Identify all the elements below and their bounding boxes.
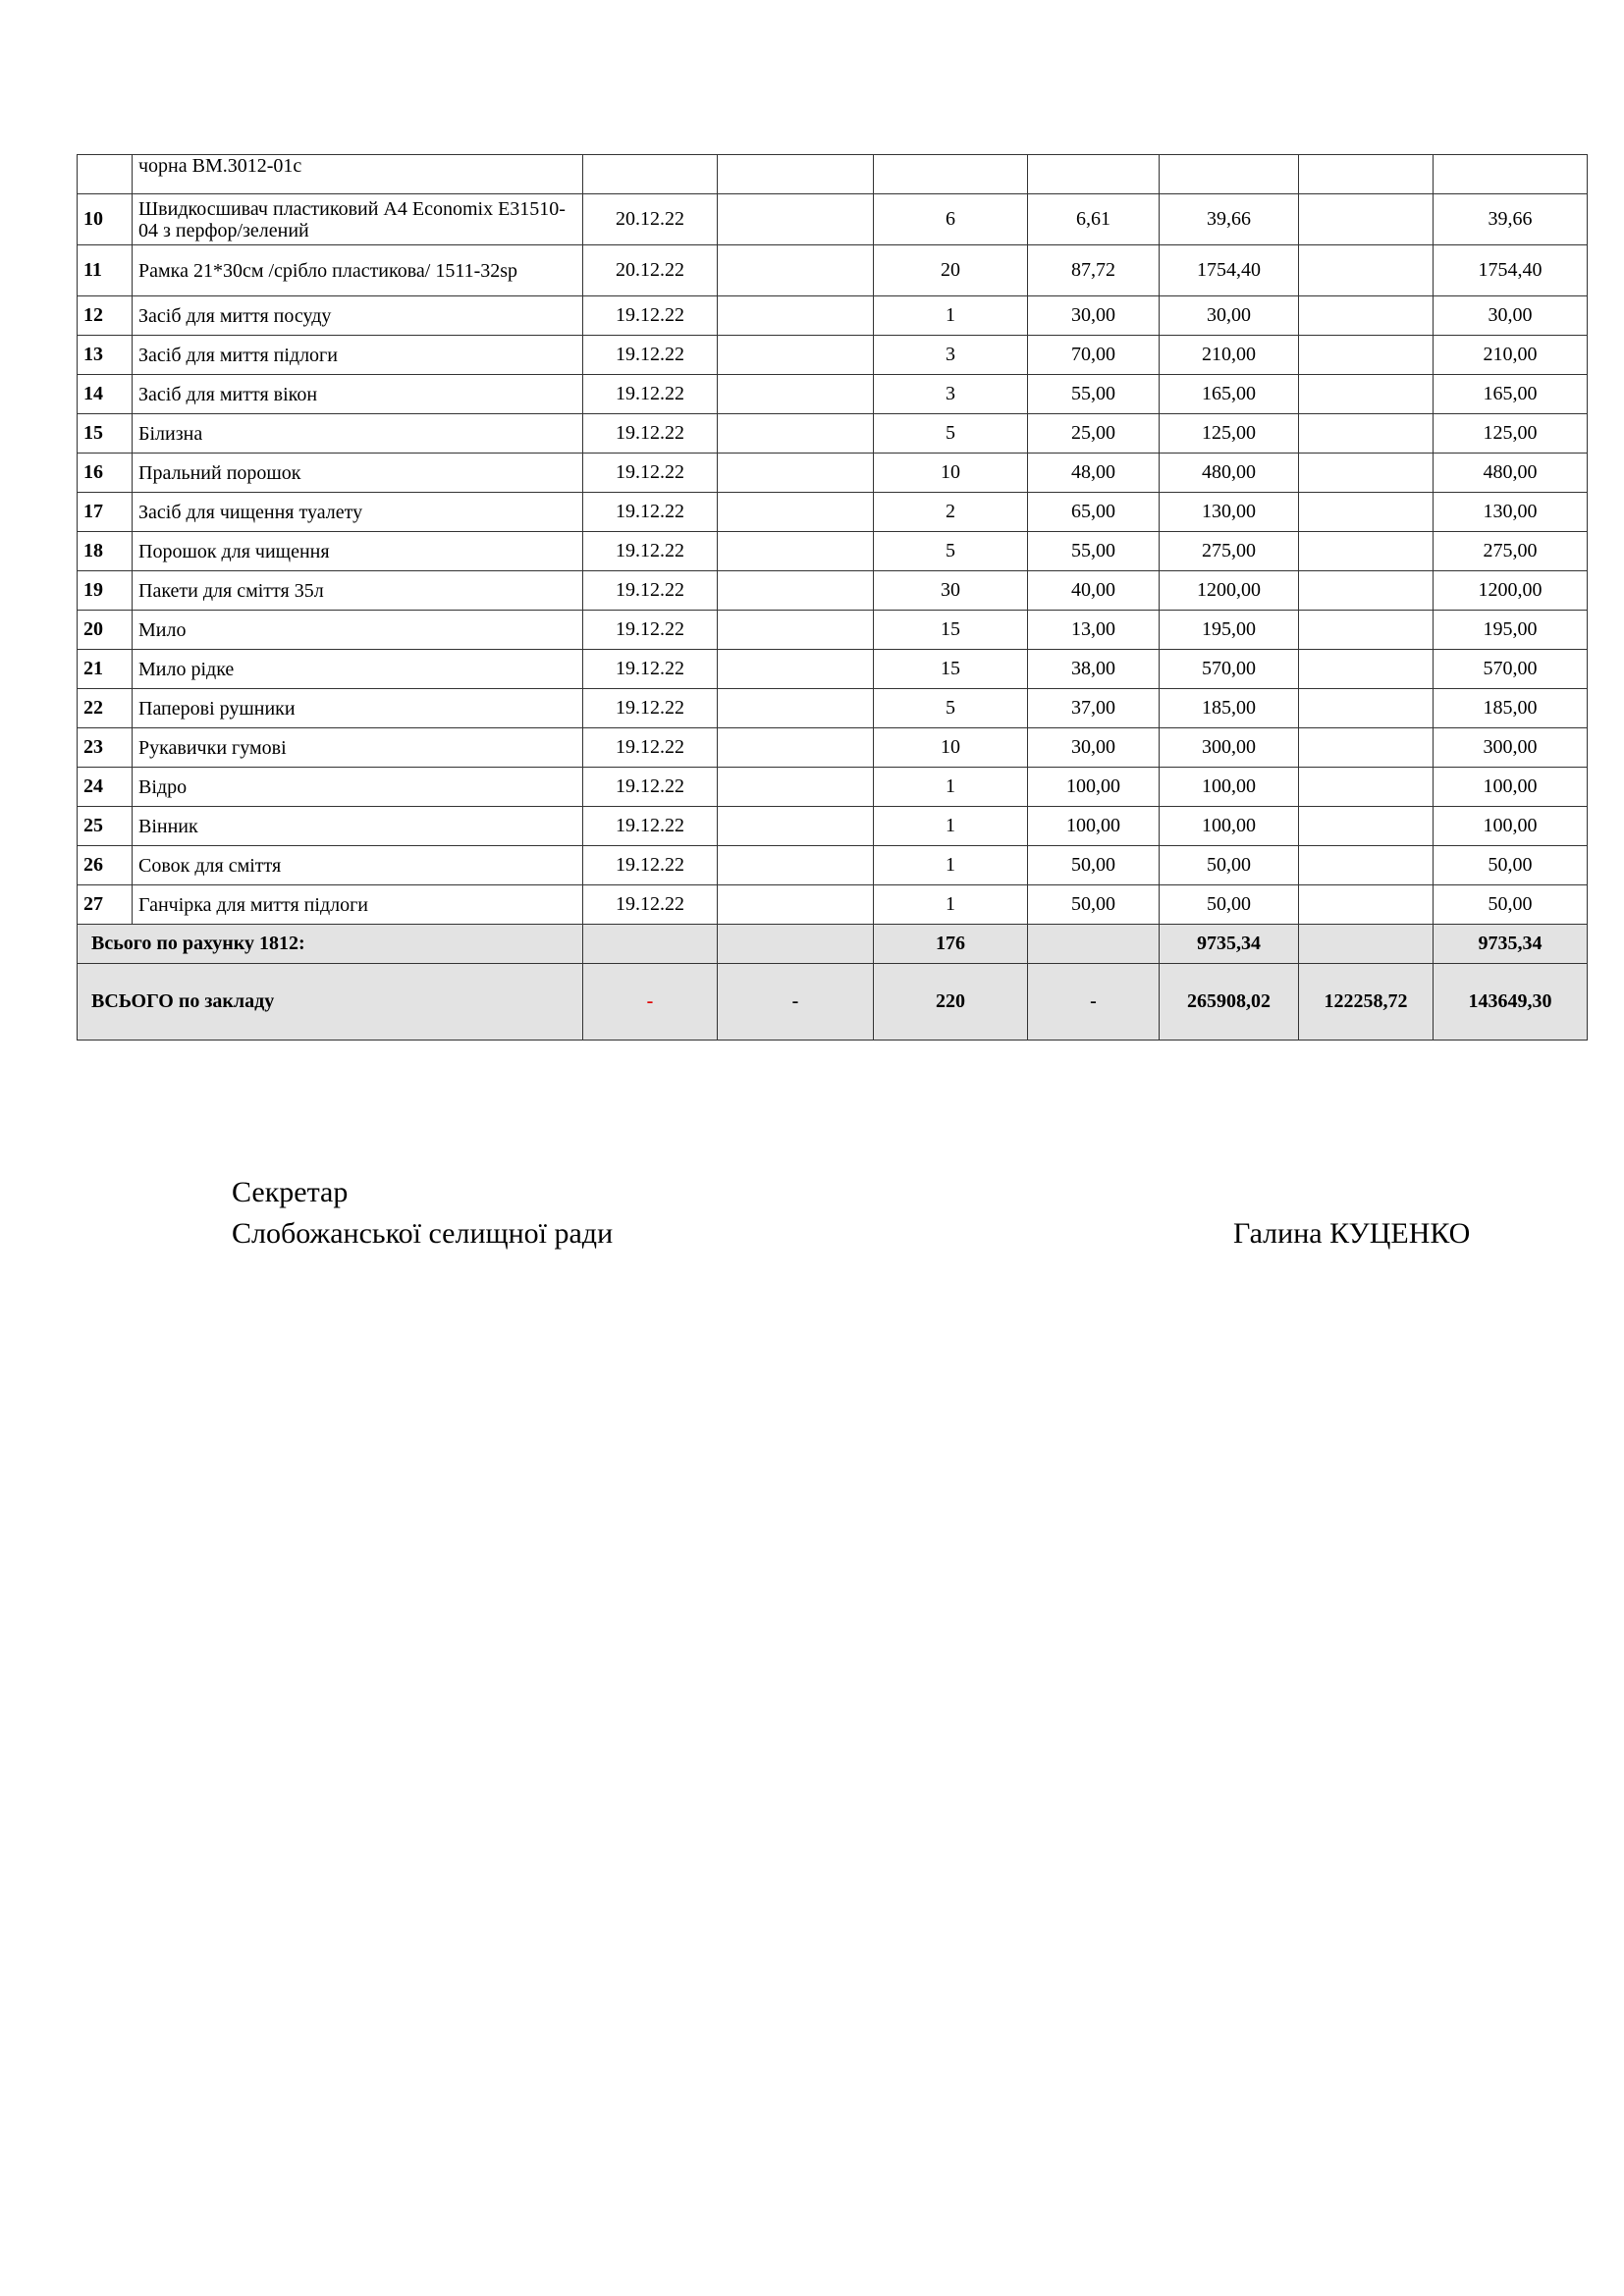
empty-cell [718,846,874,885]
date-cell: 19.12.22 [583,296,718,336]
balance-cell: 130,00 [1434,493,1588,532]
table-row [78,611,1588,650]
price-cell: 40,00 [1028,571,1160,611]
empty-cell [718,650,874,689]
price-cell: - [1028,964,1160,1041]
empty-cell [718,571,874,611]
amount-cell [1299,493,1434,532]
balance-cell: 125,00 [1434,414,1588,454]
table-row [78,532,1588,571]
amount-cell [1299,728,1434,768]
empty-cell [1028,925,1160,964]
date-cell: 19.12.22 [583,650,718,689]
price-cell: 65,00 [1028,493,1160,532]
empty-cell [718,414,874,454]
item-name-cell: Паперові рушники [133,689,583,728]
row-number-cell: 19 [78,571,133,611]
empty-cell [718,532,874,571]
item-name-cell: Засіб для миття посуду [133,296,583,336]
sum-cell: 210,00 [1160,336,1299,375]
price-cell: 37,00 [1028,689,1160,728]
price-cell: 30,00 [1028,728,1160,768]
table-row [78,571,1588,611]
balance-cell: 9735,34 [1434,925,1588,964]
item-name-cell: Мило [133,611,583,650]
empty-cell [718,611,874,650]
amount-cell [1299,375,1434,414]
amount-cell [1299,194,1434,245]
empty-cell [718,454,874,493]
balance-cell: 210,00 [1434,336,1588,375]
amount-cell [1299,245,1434,296]
row-number-cell: 14 [78,375,133,414]
item-name-cell: Засіб для чищення туалету [133,493,583,532]
table-row [78,846,1588,885]
row-number-cell: 15 [78,414,133,454]
empty-cell [718,336,874,375]
table-row [78,336,1588,375]
balance-cell: 195,00 [1434,611,1588,650]
balance-cell: 100,00 [1434,768,1588,807]
table-row [78,650,1588,689]
balance-cell: 570,00 [1434,650,1588,689]
grand-total-label: ВСЬОГО по закладу [78,964,583,1041]
price-cell: 55,00 [1028,532,1160,571]
quantity-cell: 10 [874,454,1028,493]
balance-cell: 50,00 [1434,846,1588,885]
quantity-cell: 1 [874,846,1028,885]
row-number-cell: 18 [78,532,133,571]
item-name-cell: Мило рідке [133,650,583,689]
sum-cell: 125,00 [1160,414,1299,454]
balance-cell: 100,00 [1434,807,1588,846]
price-cell: 6,61 [1028,194,1160,245]
quantity-cell: 1 [874,807,1028,846]
signatory-organization: Слобожанської селищної ради [232,1217,614,1250]
table-row [78,194,1588,245]
price-cell: 13,00 [1028,611,1160,650]
quantity-cell: 3 [874,375,1028,414]
amount-cell: 122258,72 [1299,964,1434,1041]
sum-cell: 275,00 [1160,532,1299,571]
item-name-cell: Швидкосшивач пластиковий А4 Economix Е31510-04 з перфор/зелений [133,194,583,245]
date-cell: 19.12.22 [583,846,718,885]
sum-cell: 50,00 [1160,885,1299,925]
date-cell: 19.12.22 [583,532,718,571]
item-name-cell: Совок для сміття [133,846,583,885]
item-name-cell: Засіб для миття вікон [133,375,583,414]
price-cell: 48,00 [1028,454,1160,493]
price-cell: 55,00 [1028,375,1160,414]
empty-cell [1299,925,1434,964]
row-number-cell: 20 [78,611,133,650]
table-row [78,375,1588,414]
signatory-position: Секретар [232,1176,349,1208]
date-cell: 19.12.22 [583,336,718,375]
quantity-cell: 2 [874,493,1028,532]
row-number-cell: 26 [78,846,133,885]
empty-cell [718,245,874,296]
quantity-cell: 20 [874,245,1028,296]
date-cell: 19.12.22 [583,885,718,925]
sum-cell: 165,00 [1160,375,1299,414]
empty-cell [718,194,874,245]
row-number-cell: 24 [78,768,133,807]
row-number-cell: 25 [78,807,133,846]
quantity-cell: 220 [874,964,1028,1041]
date-cell: 19.12.22 [583,768,718,807]
item-name-cell: Порошок для чищення [133,532,583,571]
sum-cell: 9735,34 [1160,925,1299,964]
sum-cell: 480,00 [1160,454,1299,493]
sum-cell: 100,00 [1160,807,1299,846]
amount-cell [1299,885,1434,925]
price-cell: 70,00 [1028,336,1160,375]
empty-cell [718,925,874,964]
balance-cell: 300,00 [1434,728,1588,768]
empty-cell [718,728,874,768]
amount-cell [1299,571,1434,611]
table-row [78,296,1588,336]
row-number-cell: 10 [78,194,133,245]
grand-total-row [78,964,1588,1041]
date-cell: 19.12.22 [583,728,718,768]
quantity-cell: 15 [874,650,1028,689]
quantity-cell: 5 [874,414,1028,454]
sum-cell: 1754,40 [1160,245,1299,296]
table-row [78,454,1588,493]
empty-cell [718,807,874,846]
balance-cell: 275,00 [1434,532,1588,571]
row-number-cell: 17 [78,493,133,532]
item-name-cell: чорна ВМ.3012-01с [133,155,583,194]
sum-cell: 39,66 [1160,194,1299,245]
amount-cell [1299,454,1434,493]
sum-cell: 195,00 [1160,611,1299,650]
quantity-cell: 1 [874,296,1028,336]
goods-table [77,154,1588,1041]
price-cell: 25,00 [1028,414,1160,454]
sum-cell: 265908,02 [1160,964,1299,1041]
date-cell: 19.12.22 [583,807,718,846]
price-cell: 87,72 [1028,245,1160,296]
date-cell: 19.12.22 [583,493,718,532]
quantity-cell: 3 [874,336,1028,375]
signatory-name: Галина КУЦЕНКО [1233,1217,1471,1250]
item-name-cell: Відро [133,768,583,807]
empty-cell [718,689,874,728]
empty-cell [718,493,874,532]
item-name-cell: Пральний порошок [133,454,583,493]
row-number-cell: 21 [78,650,133,689]
table-row [78,493,1588,532]
item-name-cell: Рукавички гумові [133,728,583,768]
item-name-cell: Білизна [133,414,583,454]
sum-cell: 570,00 [1160,650,1299,689]
empty-cell [718,375,874,414]
date-cell: 20.12.22 [583,245,718,296]
row-number-cell: 16 [78,454,133,493]
sum-cell: 100,00 [1160,768,1299,807]
balance-cell: 165,00 [1434,375,1588,414]
balance-cell: 39,66 [1434,194,1588,245]
quantity-cell: 176 [874,925,1028,964]
amount-cell [1299,611,1434,650]
row-number-cell [78,155,133,194]
amount-cell [1299,846,1434,885]
item-name-cell: Ганчірка для миття підлоги [133,885,583,925]
item-name-cell: Пакети для сміття 35л [133,571,583,611]
invoice-total-label: Всього по рахунку 1812: [78,925,583,964]
sum-cell: 300,00 [1160,728,1299,768]
balance-cell: 30,00 [1434,296,1588,336]
empty-cell [583,925,718,964]
date-cell: 19.12.22 [583,454,718,493]
balance-cell: 1754,40 [1434,245,1588,296]
table-row [78,414,1588,454]
row-number-cell: 23 [78,728,133,768]
date-cell: 19.12.22 [583,611,718,650]
item-name-cell: Засіб для миття підлоги [133,336,583,375]
price-cell: 38,00 [1028,650,1160,689]
sum-cell: 1200,00 [1160,571,1299,611]
sum-cell: 130,00 [1160,493,1299,532]
invoice-total-row [78,925,1588,964]
price-cell: 100,00 [1028,807,1160,846]
row-number-cell: 12 [78,296,133,336]
sum-cell: 185,00 [1160,689,1299,728]
quantity-cell: 10 [874,728,1028,768]
amount-cell [1299,650,1434,689]
balance-cell: 143649,30 [1434,964,1588,1041]
quantity-cell: 1 [874,885,1028,925]
table-row [78,689,1588,728]
amount-cell [1299,807,1434,846]
row-number-cell: 11 [78,245,133,296]
date-cell: 19.12.22 [583,571,718,611]
price-cell: 100,00 [1028,768,1160,807]
item-name-cell: Рамка 21*30см /срібло пластикова/ 1511-32sp [133,245,583,296]
row-number-cell: 22 [78,689,133,728]
date-cell: 19.12.22 [583,375,718,414]
date-cell: 19.12.22 [583,414,718,454]
table-row [78,768,1588,807]
quantity-cell: 15 [874,611,1028,650]
empty-cell [718,296,874,336]
table-row-continuation [78,155,1588,194]
price-cell: 30,00 [1028,296,1160,336]
balance-cell: 1200,00 [1434,571,1588,611]
balance-cell: 480,00 [1434,454,1588,493]
quantity-cell: 5 [874,532,1028,571]
amount-cell [1299,414,1434,454]
quantity-cell: 1 [874,768,1028,807]
date-cell: 20.12.22 [583,194,718,245]
quantity-cell: 5 [874,689,1028,728]
table-row [78,807,1588,846]
item-name-cell: Вінник [133,807,583,846]
table-row [78,885,1588,925]
table-row [78,245,1588,296]
price-cell: 50,00 [1028,885,1160,925]
row-number-cell: 13 [78,336,133,375]
date-cell: - [583,964,718,1041]
quantity-cell: 6 [874,194,1028,245]
sum-cell: 50,00 [1160,846,1299,885]
amount-cell [1299,296,1434,336]
row-number-cell: 27 [78,885,133,925]
date-cell: 19.12.22 [583,689,718,728]
price-cell: 50,00 [1028,846,1160,885]
table-row [78,728,1588,768]
sum-cell: 30,00 [1160,296,1299,336]
quantity-cell: 30 [874,571,1028,611]
signatory-title [232,1172,613,1255]
amount-cell [1299,532,1434,571]
empty-cell [718,768,874,807]
amount-cell [1299,768,1434,807]
amount-cell [1299,336,1434,375]
balance-cell: 185,00 [1434,689,1588,728]
amount-cell [1299,689,1434,728]
dash-cell: - [718,964,874,1041]
balance-cell: 50,00 [1434,885,1588,925]
empty-cell [718,885,874,925]
